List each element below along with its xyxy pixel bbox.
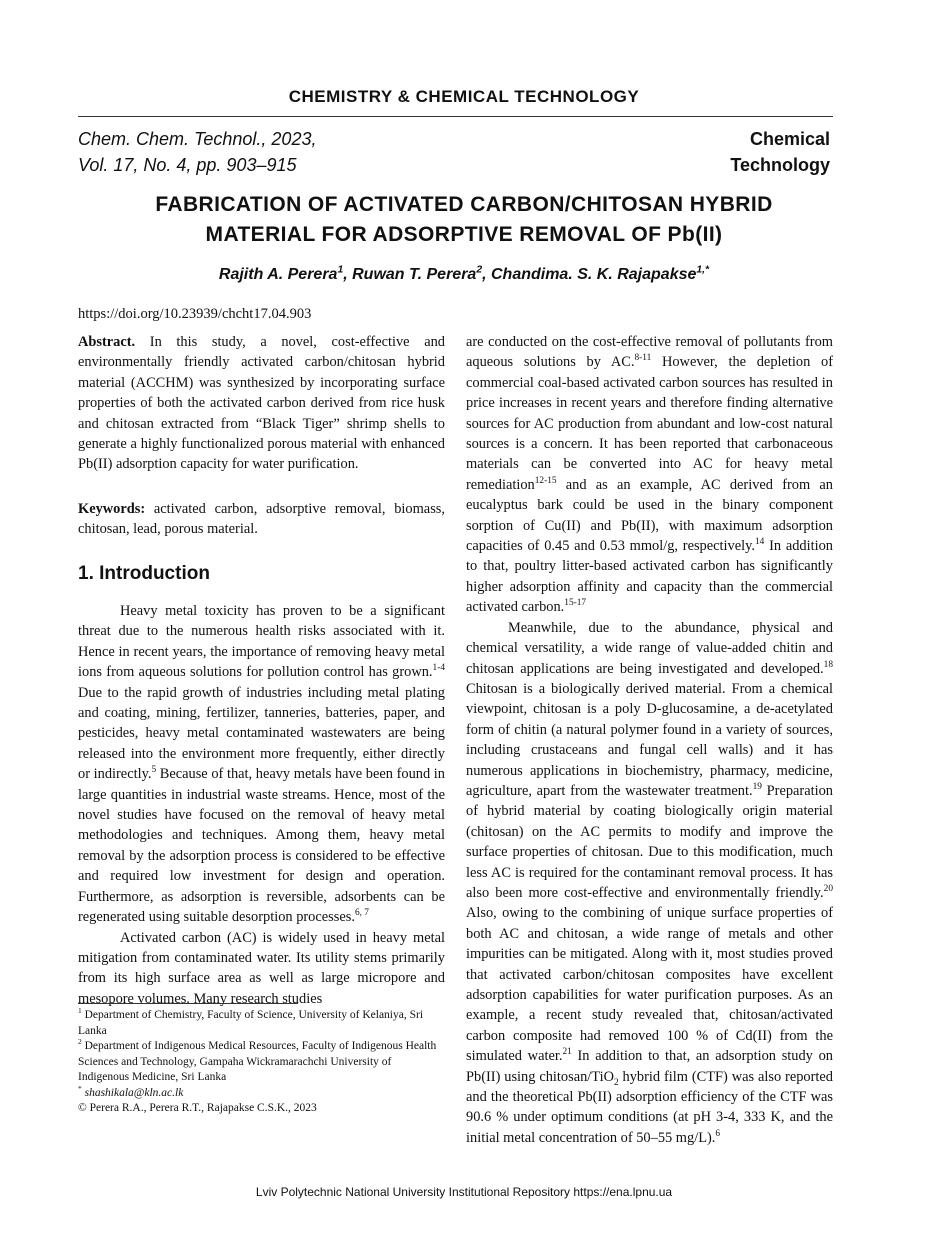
paragraph: Heavy metal toxicity has proven to be a significant threat due to the numerous health risks associated with it. Hence in recent years, the importance of removing heavy metal ions from aqueous solutions for pollution control has grown.$^{1-4}$ Due to the rapid growth of industries including metal plating and coating, mining, fertilizer, tanneries, batteries, paper, and pesticides, heavy metal contaminated wastewaters are being released into the environment more frequently, either directly or indirectly.$^5$ Because of that, heavy metals have been found in large quantities in industrial waste streams. Hence, most of the novel studies have focused on the removal of heavy metal methodologies and techniques. Among them, heavy metal removal by the adsorption process is considered to be effective and required low investment for design and operation. Furthermore, as adsorption is reversible, adsorbents can be regenerated using suitable desorption processes.$^{6, 7}$: [78, 603, 445, 926]
citation-ref[interactable]: 12-15: [534, 476, 557, 487]
author-name: Ruwan T. Perera: [352, 266, 477, 283]
article-title: [78, 190, 850, 250]
author-list: Rajith A. Perera$^1$, Ruwan T. Perera$^2$, Chandima. S. K. Rajapakse$^{1,*}$: [218, 264, 710, 283]
journal-header: CHEMISTRY & CHEMICAL TECHNOLOGY: [288, 87, 640, 106]
footnotes: [78, 1008, 445, 1117]
author-affiliation: 1,*: [696, 264, 710, 276]
citation-ref[interactable]: 8-11: [634, 353, 652, 364]
citation-ref[interactable]: 20: [823, 884, 833, 895]
keywords-label: Keywords:: [78, 501, 146, 517]
citation-line-1: Chem. Chem. Technol., 2023,: [78, 129, 317, 149]
abstract: [78, 332, 445, 475]
citation-ref[interactable]: 1-4: [432, 663, 445, 674]
footnote-1: $^1$ Department of Chemistry, Faculty of Science, University of Kelaniya, Sri Lanka: [78, 1006, 424, 1037]
keywords: [78, 499, 445, 540]
title-line-1: FABRICATION OF ACTIVATED CARBON/CHITOSAN HYBRID: [155, 193, 773, 216]
author-name: Chandima. S. K. Rajapakse: [490, 266, 697, 283]
citation-ref[interactable]: 21: [562, 1047, 572, 1058]
email-link[interactable]: shashikala@kln.ac.lk: [84, 1086, 184, 1099]
abstract-text: In this study, a novel, cost-effective and environmentally friendly activated carbon/chitosan hybrid material (ACCHM) was synthesized by incorporating surface properties of both the activated carbon derived from rice husk and chitosan extracted from “Black Tiger” shrimp shells to generate a highly functionalized porous material with enhanced Pb(II) adsorption capacity for water purification.: [78, 334, 445, 473]
intro-left-column: [78, 601, 445, 1009]
brand-line-1: Chemical: [749, 129, 830, 149]
journal-brand: [730, 126, 830, 178]
copyright: © Perera R.A., Perera R.T., Rajapakse C.S.K., 2023: [78, 1102, 317, 1114]
paragraph: are conducted on the cost-effective removal of pollutants from aqueous solutions by AC.$^{8-11}$ However, the depletion of commercial coal-based activated carbon sources has resulted in price increases in recent years and therefore finding alternative sources for AC production from abundant and low-cost natural sources is a concern. It has been reported that carbonaceous materials can be converted into AC for heavy metal remediation$^{12-15}$ and as an example, AC derived from an eucalyptus bark could be used in the binary component sorption of Cu(II) and Pb(II), with maximum adsorption capacities of 0.45 and 0.53 mmol/g, respectively.$^{14}$ In addition to that, poultry litter-based activated carbon has significantly higher adsorption affinity and capacity than the commercial activated carbon.$^{15-17}$: [466, 334, 833, 616]
footnote-2: $^2$ Department of Indigenous Medical Resources, Faculty of Indigenous Health Sciences and Technology, Gampaha Wickramarachchi University of Indigenous Medicine, Sri Lanka: [78, 1037, 437, 1083]
keywords-text: activated carbon, adsorptive removal, biomass, chitosan, lead, porous material.: [78, 501, 445, 538]
citation-ref[interactable]: 6, 7: [354, 908, 369, 919]
citation-ref[interactable]: 19: [752, 782, 762, 793]
intro-right-column: [466, 332, 833, 1148]
footnote-rule: [78, 1003, 298, 1004]
citation: [78, 126, 316, 178]
author-affiliation: 1: [337, 264, 344, 276]
paragraph: Activated carbon (AC) is widely used in heavy metal mitigation from contaminated water. Its utility stems primarily from its high surface area as well as large micropore and mesopore volumes. Many research studies: [78, 929, 445, 1007]
citation-ref[interactable]: 6: [715, 1129, 721, 1140]
brand-line-2: Technology: [730, 155, 830, 175]
doi-link[interactable]: https://doi.org/10.23939/chcht17.04.903: [78, 306, 312, 322]
title-line-2: MATERIAL FOR ADSORPTIVE REMOVAL OF Pb(II): [205, 223, 723, 246]
header-rule: [78, 116, 833, 117]
citation-ref[interactable]: 5: [151, 765, 157, 776]
citation-ref[interactable]: 18: [823, 659, 833, 670]
repository-footer: Lviv Polytechnic National University Institutional Repository https://ena.lpnu.ua: [255, 1185, 673, 1199]
author-affiliation: 2: [476, 264, 483, 276]
footnote-email: * shashikala@kln.ac.lk: [78, 1083, 184, 1099]
section-heading: 1. Introduction: [78, 563, 210, 584]
citation-line-2: Vol. 17, No. 4, pp. 903–915: [78, 155, 297, 175]
citation-ref[interactable]: 14: [754, 537, 765, 548]
author-name: Rajith A. Perera: [218, 266, 338, 283]
abstract-label: Abstract.: [78, 334, 136, 350]
citation-ref[interactable]: 15-17: [564, 598, 587, 609]
paragraph: Meanwhile, due to the abundance, physical and chemical versatility, a wide range of value-added chitin and chitosan applications are being investigated and developed.$^{18}$ Chitosan is a biologically derived material. From a chemical viewpoint, chitosan is a poly D-glucosamine, a de-acetylated form of chitin (a natural polymer found in a variety of sources, including crustaceans and fungal cell walls) and it has numerous applications in biochemistry, pharmacy, medicine, agriculture, apart from the wastewater treatment.$^{19}$ Preparation of hybrid material by coating biologically origin material (chitosan) on the AC permits to modify and improve the surface properties of chitosan. Due to this modification, much less AC is required for the contaminant removal process. It has also been more cost-effective and environmentally friendly.$^{20}$ Also, owing to the combining of unique surface properties of both AC and chitosan, a wide range of metals and other impurities can be mitigated. Along with it, most studies proved that activated carbon/chitosan composites have excellent adsorption capabilities for water purification purposes. As an example, a recent study revealed that, chitosan/activated carbon composite had removed 100 % of Cd(II) from the simulated water.$^{21}$ In addition to that, an adsorption study on Pb(II) using chitosan/TiO$_2$ hybrid film (CTF) was also reported and the theoretical Pb(II) adsorption efficiency of the CTF was 90.6 % under optimum conditions (at pH 3-4, 333 K, and the initial metal concentration of 50–55 mg/L).$^6$: [466, 619, 833, 1146]
